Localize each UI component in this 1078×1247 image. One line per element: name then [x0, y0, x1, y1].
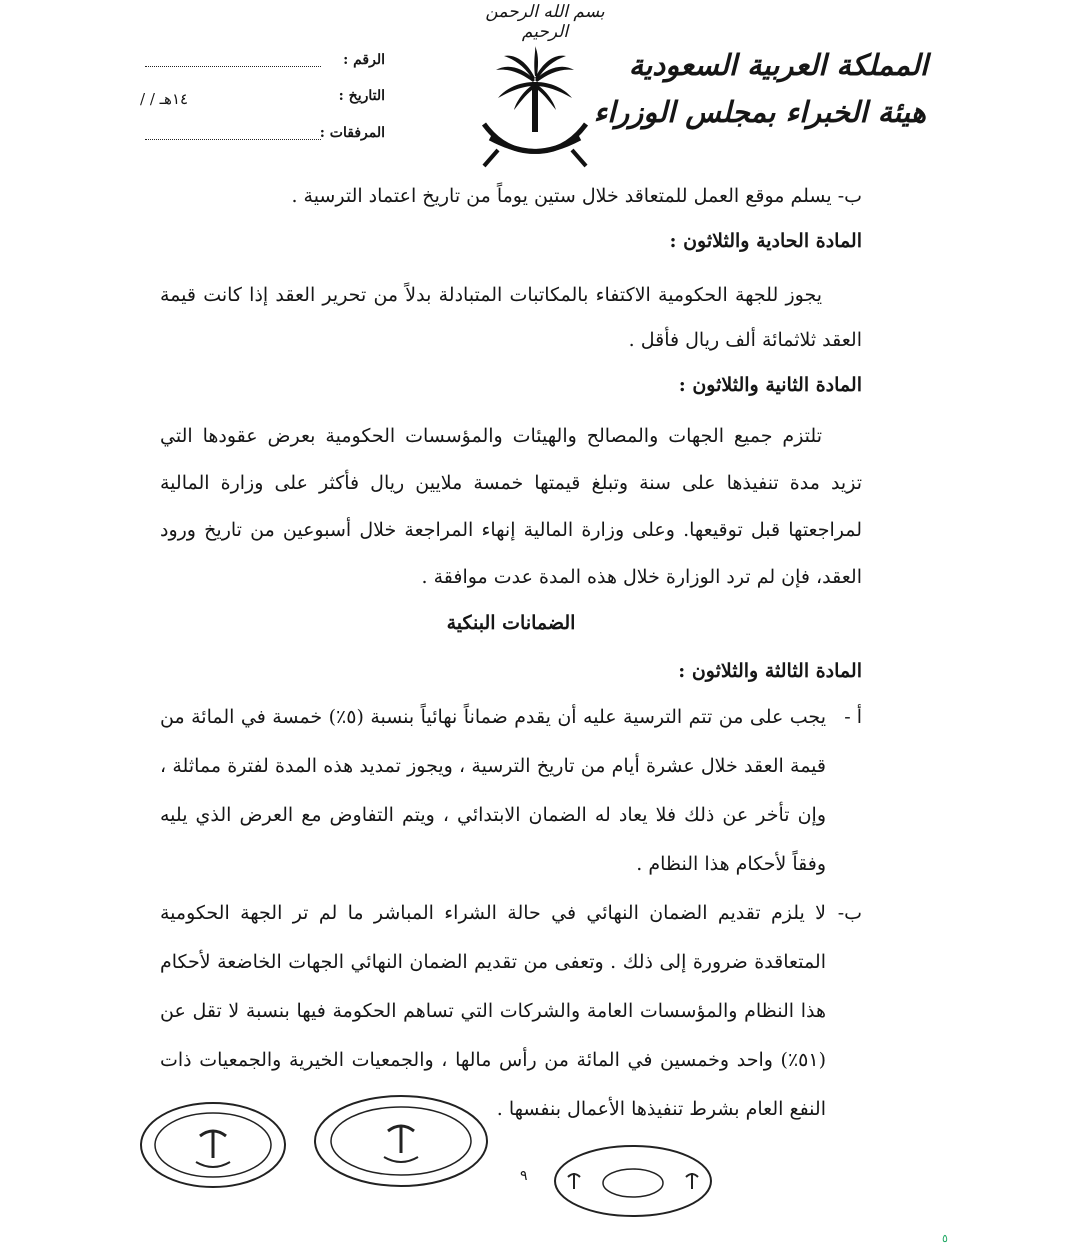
article-33-item-a	[160, 693, 862, 889]
item-b-text: لا يلزم تقديم الضمان النهائي في حالة الشراء المباشر ما لم تر الجهة الحكومية المتعاقدة ضرورة إلى ذلك . وتعفى من تقديم الضمان النهائي الجهات الخاضعة لأحكام هذا النظام والمؤسسات العامة والشركات التي تساهم الحكومة فيها بنسبة لا تقل عن (٥١٪) واحد وخمسين في المائة من رأس مالها ، والجمعيات الخيرية والجمعيات ذات النفع العام بشرط تنفيذها الأعمال بنفسها .	[160, 902, 826, 1120]
department-name: هيئة الخبراء بمجلس الوزراء	[593, 95, 926, 129]
seal-center-stamp-icon	[312, 1093, 490, 1189]
section-title: الضمانات البنكية	[446, 612, 576, 634]
article-33-item-b	[160, 889, 862, 1134]
attachments-field	[140, 125, 385, 151]
item-a-marker: أ -	[844, 706, 862, 728]
seal-right-stamp-icon	[552, 1143, 714, 1219]
attachments-line	[145, 139, 321, 140]
document-body	[160, 174, 862, 1134]
date-value: / / ١٤هـ	[140, 90, 189, 108]
date-label: التاريخ :	[338, 88, 385, 104]
article-32-text: تلتزم جميع الجهات والمصالح والهيئات والمؤسسات الحكومية بعرض عقودها التي تزيد مدة تنفيذها على سنة وتبلغ قيمتها خمسة ملايين ريال فأكثر على وزارة المالية لمراجعتها قبل توقيعها. وعلى وزارة المالية إنهاء المراجعة خلال أسبوعين من تاريخ ورود العقد، فإن لم ترد الوزارة خلال هذه المدة عدت موافقة .	[160, 425, 862, 588]
item-a-text: يجب على من تتم الترسية عليه أن يقدم ضماناً نهائياً بنسبة (٥٪) خمسة في المائة من قيمة العقد خلال عشرة أيام من تاريخ الترسية ، ويجوز تمديد هذه المدة لفترة مماثلة ، وإن تأخر عن ذلك فلا يعاد له الضمان الابتدائي ، ويتم التفاوض مع العرض الذي يليه وفقاً لأحكام هذا النظام .	[160, 706, 826, 875]
article-33-heading: المادة الثالثة والثلاثون :	[678, 660, 862, 682]
article-31-heading: المادة الحادية والثلاثون :	[669, 230, 862, 252]
palm-swords-emblem-icon	[476, 46, 594, 174]
article-31-text: يجوز للجهة الحكومية الاكتفاء بالمكاتبات المتبادلة بدلاً من تحرير العقد إذا كانت قيمة العقد ثلاثمائة ألف ريال فأقل .	[160, 284, 862, 351]
date-field	[140, 88, 385, 114]
reference-line	[145, 66, 321, 67]
reference-number-field	[140, 52, 385, 78]
page-number: ٩	[520, 1168, 528, 1184]
seal-left-stamp-icon	[138, 1100, 288, 1190]
article-32-heading: المادة الثانية والثلاثون :	[678, 374, 862, 396]
corner-mark: ٥	[942, 1232, 948, 1245]
paragraph-b-delivery: ب- يسلم موقع العمل للمتعاقد خلال ستين يوماً من تاريخ اعتماد الترسية .	[291, 185, 862, 207]
kingdom-name: المملكة العربية السعودية	[628, 48, 928, 82]
attachments-label: المرفقات :	[319, 125, 385, 141]
basmala: بسم الله الرحمن الرحيم	[485, 2, 605, 42]
reference-label: الرقم :	[343, 52, 385, 68]
item-b-marker: ب-	[837, 902, 862, 924]
